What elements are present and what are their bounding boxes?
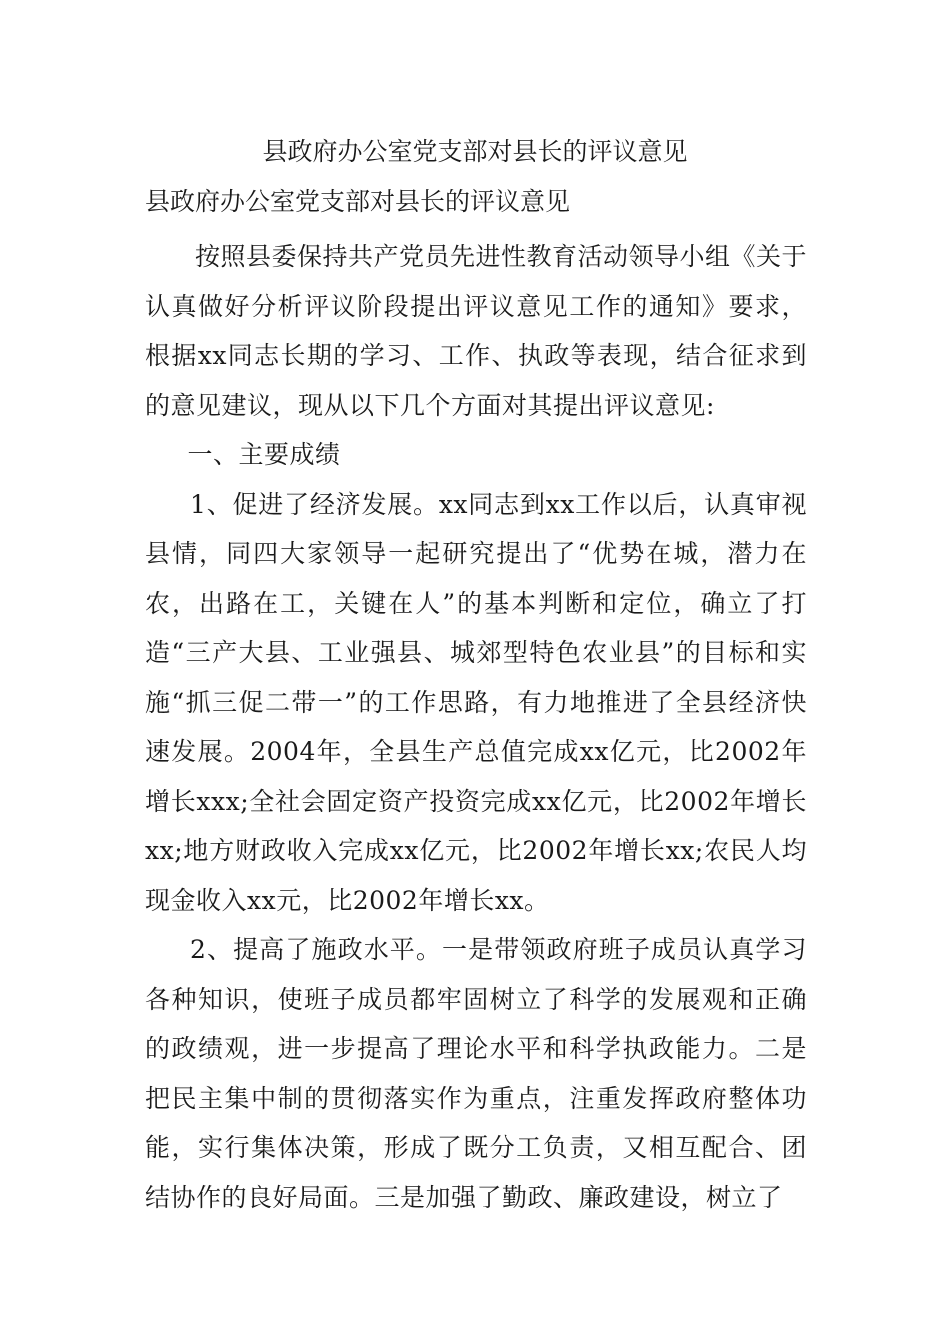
item-economic-development: 1、促进了经济发展。xx同志到xx工作以后，认真审视县情，同四大家领导一起研究提出了“优势在城，潜力在农，出路在工，关键在人”的基本判断和定位，确立了打造“三产大县、工业强县、城郊型特色农业县”的目标和实施“抓三促二带一”的工作思路，有力地推进了全县经济快速发展。2004年，全县生产总值完成xx亿元，比2002年增长xxx;全社会固定资产投资完成xx亿元，比2002年增长xx;地方财政收入完成xx亿元，比2002年增长xx;农民人均现金收入xx元，比2002年增长xx。: [145, 489, 807, 915]
intro-paragraph: 按照县委保持共产党员先进性教育活动领导小组《关于认真做好分析评议阶段提出评议意见工作的通知》要求，根据xx同志长期的学习、工作、执政等表现，结合征求到的意见建议，现从以下几个方面对其提出评议意见:: [145, 242, 808, 420]
document-title: 县政府办公室党支部对县长的评议意见: [262, 137, 688, 166]
section-heading-achievements: 一、主要成绩: [187, 440, 341, 469]
document-subtitle: 县政府办公室党支部对县长的评议意见: [145, 187, 571, 216]
item-governance-level: 2、提高了施政水平。一是带领政府班子成员认真学习各种知识，使班子成员都牢固树立了科学的发展观和正确的政绩观，进一步提高了理论水平和科学执政能力。二是把民主集中制的贯彻落实作为重点，注重发挥政府整体功能，实行集体决策，形成了既分工负责，又相互配合、团结协作的良好局面。三是加强了勤政、廉政建设，树立了: [145, 935, 807, 1212]
document-body: [145, 232, 807, 1222]
